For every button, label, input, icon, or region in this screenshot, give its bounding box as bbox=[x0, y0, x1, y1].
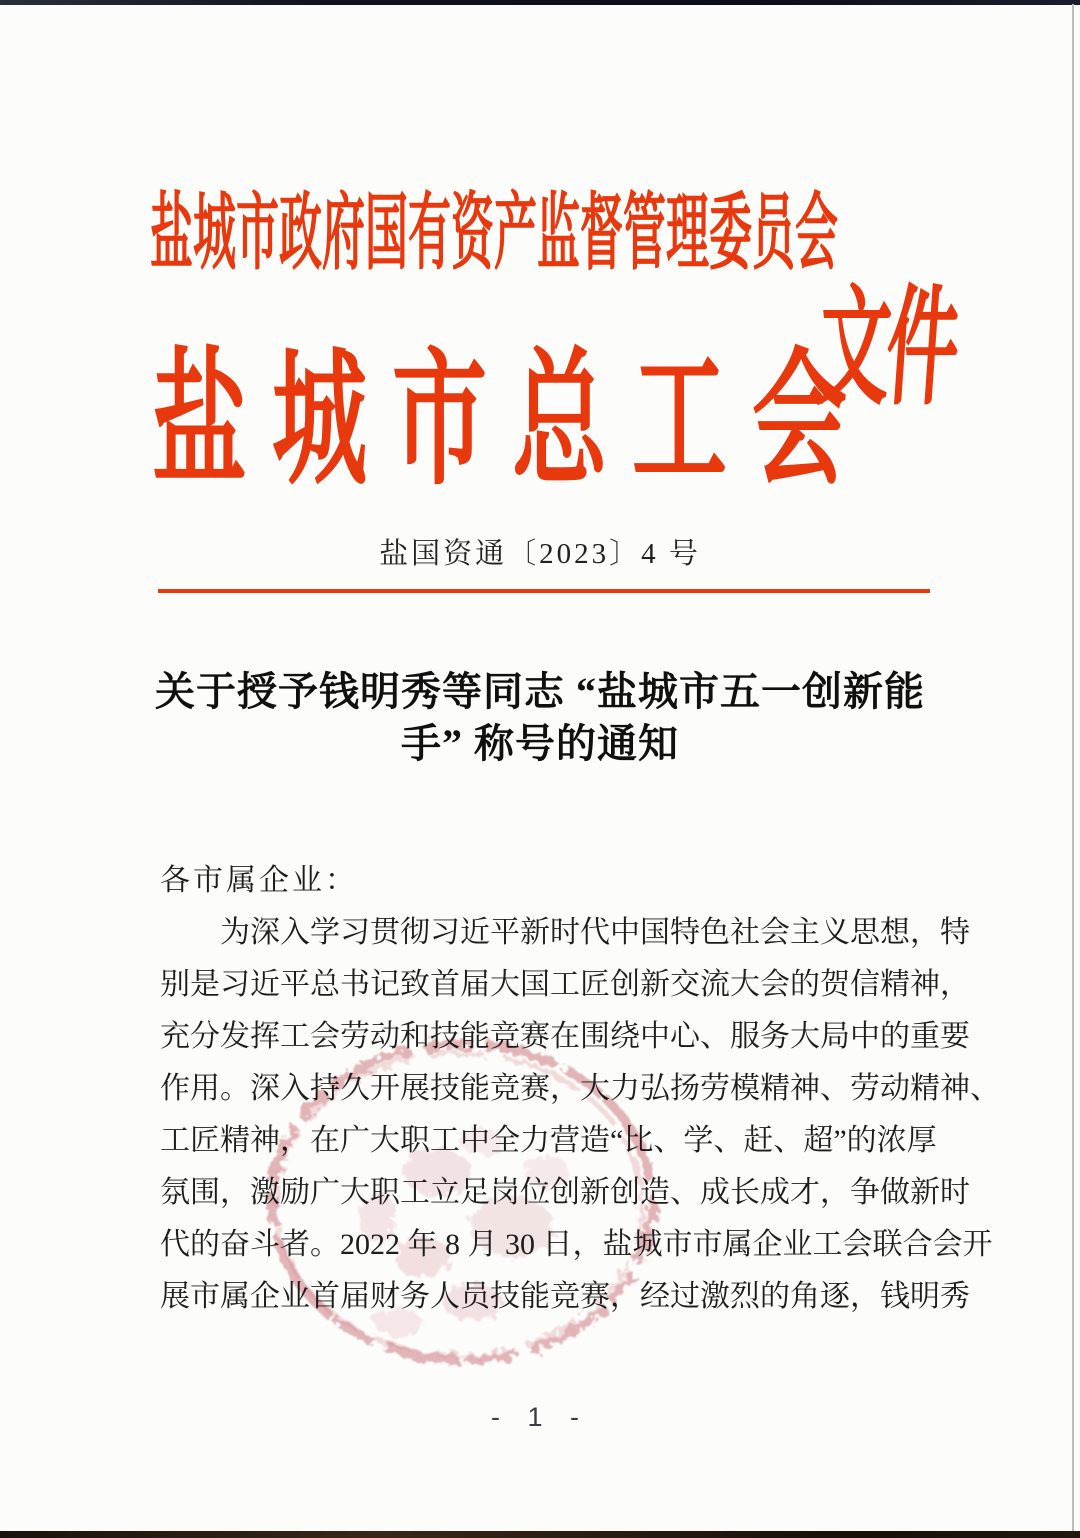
document-title-line1: 关于授予钱明秀等同志 “盐城市五一创新能 bbox=[155, 669, 925, 714]
body-text-line: 为深入学习贯彻习近平新时代中国特色社会主义思想，特 bbox=[220, 916, 970, 949]
body-text-line: 氛围，激励广大职工立足岗位创新创造、成长成才，争做新时 bbox=[160, 1176, 970, 1209]
document-title bbox=[100, 666, 980, 770]
body-text-line: 工匠精神，在广大职工中全力营造“比、学、赶、超”的浓厚 bbox=[160, 1124, 937, 1157]
body-text-line: 作用。深入持久开展技能竞赛，大力弘扬劳模精神、劳动精神、 bbox=[160, 1072, 1000, 1105]
document-number: 盐国资通〔2023〕4 号 bbox=[379, 538, 701, 570]
scan-artifact-bottom-edge bbox=[0, 1531, 1080, 1538]
body-text-line: 充分发挥工会劳动和技能竞赛在围绕中心、服务大局中的重要 bbox=[160, 1020, 970, 1053]
red-divider-line bbox=[158, 589, 930, 593]
body-text-line: 别是习近平总书记致首届大国工匠创新交流大会的贺信精神， bbox=[160, 968, 970, 1001]
scan-artifact-right-edge bbox=[1072, 4, 1074, 1532]
letterhead-org-line2: 盐城市总工会 bbox=[152, 338, 873, 503]
document-title-line2: 手” 称号的通知 bbox=[401, 721, 679, 766]
scan-artifact-top-edge bbox=[0, 0, 1080, 5]
body-text-line: 展市属企业首届财务人员技能竞赛，经过激烈的角逐，钱明秀 bbox=[160, 1280, 970, 1313]
body-text-line: 代的奋斗者。2022 年 8 月 30 日，盐城市市属企业工会联合会开 bbox=[160, 1228, 993, 1261]
letterhead-doc-type-label: 文件 bbox=[813, 277, 960, 422]
salutation: 各市属企业： bbox=[160, 864, 358, 897]
body-paragraph bbox=[160, 916, 1000, 1332]
letterhead-org-line1: 盐城市政府国有资产监督管理委员会 bbox=[150, 189, 838, 282]
page-number: - 1 - bbox=[490, 1402, 589, 1432]
